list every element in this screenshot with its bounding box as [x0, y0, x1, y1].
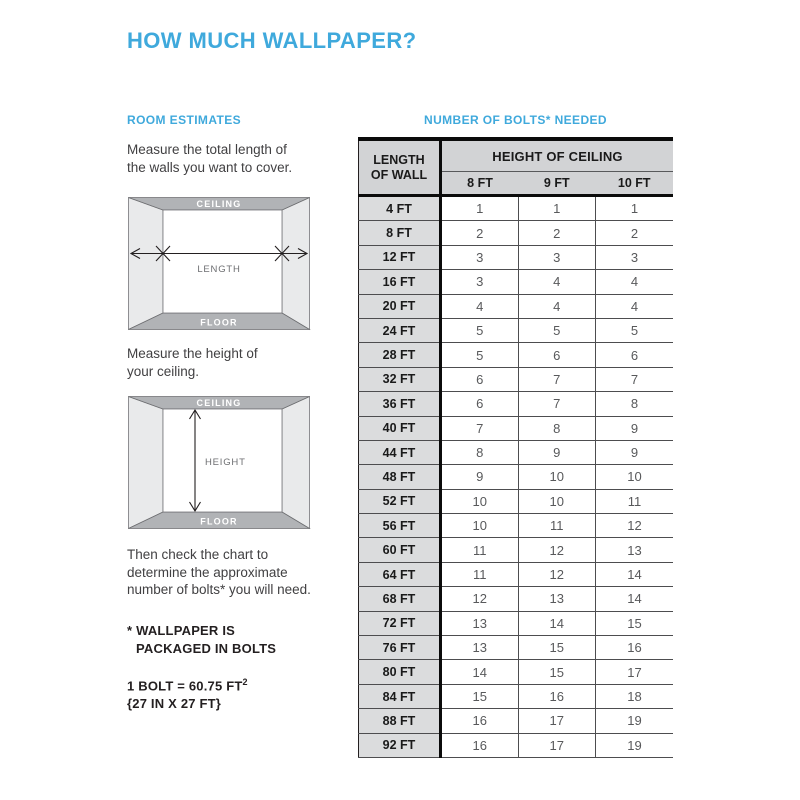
bolt-count-cell: 11: [518, 514, 596, 538]
bolt-table-header: [359, 139, 674, 196]
table-row: [359, 343, 674, 367]
corner-header-line1: LENGTH: [373, 152, 425, 167]
bolt-count-cell: 1: [596, 196, 674, 221]
bolt-count-cell: 7: [518, 392, 596, 416]
bolt-count-cell: 2: [596, 221, 674, 245]
bolt-count-cell: 6: [596, 343, 674, 367]
left-wall-shape: [129, 397, 164, 529]
table-row: [359, 392, 674, 416]
bolt-count-cell: 3: [596, 245, 674, 269]
table-row: [359, 733, 674, 757]
wall-length-label: 72 FT: [359, 611, 441, 635]
table-row: [359, 221, 674, 245]
wall-length-label: 24 FT: [359, 318, 441, 342]
bolt-count-cell: 14: [441, 660, 519, 684]
bolt-count-cell: 1: [518, 196, 596, 221]
bolt-count-cell: 15: [596, 611, 674, 635]
bolt-table-body: [359, 196, 674, 758]
bolt-count-cell: 4: [518, 270, 596, 294]
bolt-count-cell: 3: [518, 245, 596, 269]
bolt-count-cell: 12: [596, 514, 674, 538]
room-height-diagram: [127, 395, 311, 530]
bolt-count-cell: 6: [441, 367, 519, 391]
height-dimension-label: HEIGHT: [205, 457, 246, 468]
bolt-count-cell: 11: [596, 489, 674, 513]
bolt-count-cell: 7: [441, 416, 519, 440]
left-wall-shape: [129, 198, 164, 330]
bolt-count-cell: 16: [518, 684, 596, 708]
wall-length-label: 52 FT: [359, 489, 441, 513]
bolt-count-cell: 17: [518, 709, 596, 733]
bolt-count-cell: 6: [518, 343, 596, 367]
bolt-count-cell: 10: [441, 489, 519, 513]
table-row: [359, 318, 674, 342]
table-row: [359, 416, 674, 440]
wall-length-label: 48 FT: [359, 465, 441, 489]
table-row: [359, 684, 674, 708]
bolt-size-line: {27 IN X 27 FT}: [127, 695, 222, 711]
wall-length-label: 40 FT: [359, 416, 441, 440]
right-wall-shape: [282, 198, 310, 330]
step2-line2: your ceiling.: [127, 363, 200, 379]
back-wall-shape: [163, 210, 282, 313]
bolt-count-cell: 4: [596, 270, 674, 294]
ceiling-height-group-header: HEIGHT OF CEILING: [441, 139, 674, 172]
bolt-count-cell: 12: [441, 587, 519, 611]
bolt-count-cell: 2: [518, 221, 596, 245]
floor-label: FLOOR: [200, 516, 238, 527]
table-row: [359, 489, 674, 513]
floor-label: FLOOR: [200, 317, 238, 328]
step1-line2: the walls you want to cover.: [127, 159, 293, 175]
wall-length-label: 32 FT: [359, 367, 441, 391]
column-header-9ft: 9 FT: [518, 172, 596, 196]
wall-length-label: 88 FT: [359, 709, 441, 733]
bolt-count-cell: 4: [518, 294, 596, 318]
bolt-count-cell: 17: [596, 660, 674, 684]
bolt-count-cell: 15: [518, 636, 596, 660]
footnote-line2: PACKAGED IN BOLTS: [136, 640, 277, 656]
bolt-count-cell: 11: [441, 562, 519, 586]
wall-length-label: 8 FT: [359, 221, 441, 245]
bolt-count-cell: 15: [518, 660, 596, 684]
step1-instruction: [127, 141, 292, 176]
table-row: [359, 660, 674, 684]
bolt-count-cell: 13: [596, 538, 674, 562]
table-row: [359, 587, 674, 611]
bolt-count-cell: 15: [441, 684, 519, 708]
length-dimension-label: LENGTH: [197, 264, 241, 275]
table-row: [359, 562, 674, 586]
bolt-count-cell: 3: [441, 245, 519, 269]
ceiling-label: CEILING: [196, 398, 242, 408]
bolt-area-text: 1 BOLT = 60.75 FT: [127, 678, 243, 694]
bolt-table-container: [358, 137, 673, 758]
bolt-count-cell: 16: [441, 733, 519, 757]
bolt-specification: [127, 674, 248, 712]
bolt-count-cell: 1: [441, 196, 519, 221]
table-row: [359, 270, 674, 294]
wall-length-label: 4 FT: [359, 196, 441, 221]
bolt-count-cell: 13: [518, 587, 596, 611]
wall-length-label: 12 FT: [359, 245, 441, 269]
bolt-count-cell: 19: [596, 733, 674, 757]
step2-line1: Measure the height of: [127, 346, 258, 361]
table-row: [359, 196, 674, 221]
wallpaper-bolts-footnote: [127, 622, 276, 657]
wall-length-label: 64 FT: [359, 562, 441, 586]
bolt-count-cell: 14: [518, 611, 596, 635]
bolt-count-cell: 10: [596, 465, 674, 489]
bolt-count-cell: 8: [596, 392, 674, 416]
step2-instruction: [127, 345, 258, 380]
bolt-count-cell: 9: [596, 440, 674, 464]
bolt-count-cell: 5: [441, 318, 519, 342]
wall-length-label: 44 FT: [359, 440, 441, 464]
table-row: [359, 611, 674, 635]
bolt-count-cell: 8: [518, 416, 596, 440]
table-row: [359, 294, 674, 318]
bolt-count-cell: 10: [518, 489, 596, 513]
bolt-count-cell: 12: [518, 562, 596, 586]
wall-length-label: 80 FT: [359, 660, 441, 684]
bolt-count-cell: 5: [441, 343, 519, 367]
step3-instruction: [127, 546, 311, 599]
bolt-count-cell: 11: [441, 538, 519, 562]
bolt-count-cell: 16: [441, 709, 519, 733]
wall-length-label: 28 FT: [359, 343, 441, 367]
wall-length-label: 76 FT: [359, 636, 441, 660]
bolt-count-cell: 7: [596, 367, 674, 391]
bolt-count-cell: 8: [441, 440, 519, 464]
bolt-count-cell: 13: [441, 611, 519, 635]
table-row: [359, 538, 674, 562]
right-wall-shape: [282, 397, 310, 529]
bolt-table: [358, 137, 673, 758]
ceiling-label: CEILING: [196, 199, 242, 209]
bolt-area-line: [127, 674, 248, 695]
footnote-line1: * WALLPAPER IS: [127, 623, 236, 638]
wall-length-label: 16 FT: [359, 270, 441, 294]
bolt-count-cell: 16: [596, 636, 674, 660]
wall-length-label: 68 FT: [359, 587, 441, 611]
bolt-count-cell: 4: [596, 294, 674, 318]
wall-length-label: 92 FT: [359, 733, 441, 757]
bolt-count-cell: 13: [441, 636, 519, 660]
bolt-count-cell: 5: [518, 318, 596, 342]
bolt-count-cell: 2: [441, 221, 519, 245]
wall-length-label: 60 FT: [359, 538, 441, 562]
bolt-count-cell: 7: [518, 367, 596, 391]
table-row: [359, 245, 674, 269]
bolt-count-cell: 12: [518, 538, 596, 562]
wall-length-label: 20 FT: [359, 294, 441, 318]
bolts-needed-heading: NUMBER OF BOLTS* NEEDED: [424, 113, 607, 127]
bolt-count-cell: 18: [596, 684, 674, 708]
column-header-8ft: 8 FT: [441, 172, 519, 196]
wall-length-label: 36 FT: [359, 392, 441, 416]
bolt-count-cell: 9: [518, 440, 596, 464]
column-header-10ft: 10 FT: [596, 172, 674, 196]
step3-line3: number of bolts* you will need.: [127, 582, 311, 597]
table-row: [359, 465, 674, 489]
bolt-count-cell: 5: [596, 318, 674, 342]
bolt-count-cell: 19: [596, 709, 674, 733]
bolt-count-cell: 17: [518, 733, 596, 757]
bolt-count-cell: 9: [596, 416, 674, 440]
corner-header-line2: OF WALL: [370, 167, 428, 182]
wall-length-label: 84 FT: [359, 684, 441, 708]
table-row: [359, 440, 674, 464]
bolt-area-superscript: 2: [242, 677, 248, 687]
wall-length-label: 56 FT: [359, 514, 441, 538]
bolt-count-cell: 3: [441, 270, 519, 294]
bolt-count-cell: 10: [441, 514, 519, 538]
bolt-count-cell: 6: [441, 392, 519, 416]
step3-line1: Then check the chart to: [127, 547, 269, 562]
table-row: [359, 636, 674, 660]
table-row: [359, 514, 674, 538]
bolt-count-cell: 14: [596, 562, 674, 586]
step1-line1: Measure the total length of: [127, 142, 287, 157]
bolt-count-cell: 10: [518, 465, 596, 489]
bolt-count-cell: 9: [441, 465, 519, 489]
bolt-count-cell: 4: [441, 294, 519, 318]
room-length-diagram: [127, 196, 311, 331]
bolt-count-cell: 14: [596, 587, 674, 611]
room-estimates-heading: ROOM ESTIMATES: [127, 113, 242, 127]
table-row: [359, 709, 674, 733]
table-row: [359, 367, 674, 391]
step3-line2: determine the approximate: [127, 564, 288, 580]
page-title: HOW MUCH WALLPAPER?: [127, 28, 417, 53]
corner-header: [359, 139, 441, 196]
